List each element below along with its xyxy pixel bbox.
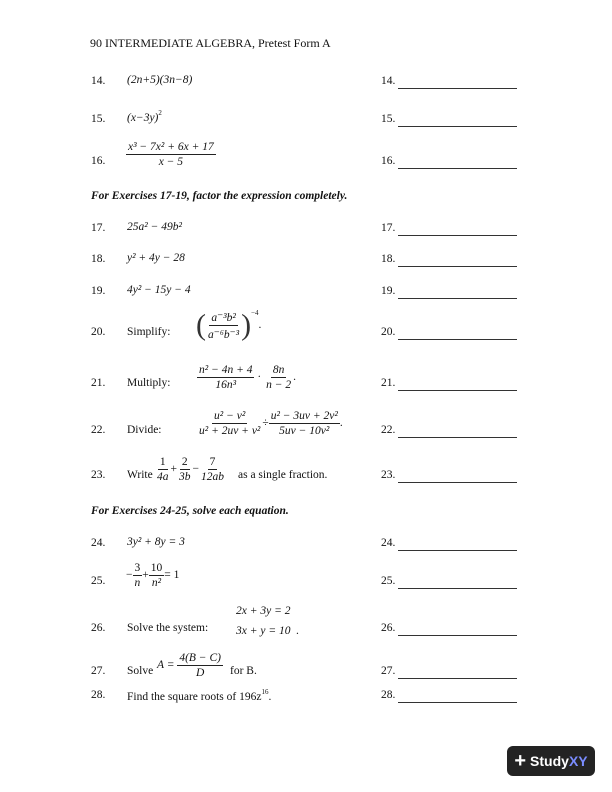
problem-number: 16.: [91, 155, 106, 167]
problem-number: 23.: [91, 469, 106, 481]
problem-number: 26.: [91, 622, 106, 634]
problem-expression: − $\frac{3}{n}$ + $\frac{10}{\text{n²}}$ = 1: [126, 562, 180, 589]
answer-number: 18.: [381, 253, 396, 265]
answer-blank[interactable]: [398, 390, 517, 391]
plus-icon: +: [514, 750, 527, 772]
studyxy-logo-badge[interactable]: [507, 746, 595, 776]
problem-number: 21.: [91, 377, 106, 389]
problem-instruction-tail: as a single fraction.: [238, 469, 328, 481]
problem-number: 17.: [91, 222, 106, 234]
problem-instruction: Solve: [127, 665, 154, 677]
answer-number: 19.: [381, 285, 396, 297]
system-equation-2: 3x + y = 10: [236, 625, 291, 637]
page-header: 90 INTERMEDIATE ALGEBRA, Pretest Form A: [90, 36, 331, 50]
badge-text: Study: [530, 753, 569, 769]
problem-instruction: Solve the system:: [127, 622, 209, 634]
answer-blank[interactable]: [398, 126, 517, 127]
problem-number: 27.: [91, 665, 106, 677]
answer-blank[interactable]: [398, 298, 517, 299]
problem-expression: $(x-3y)^2$: [127, 109, 162, 124]
answer-number: 21.: [381, 377, 396, 389]
system-equation-1: 2x + 3y = 2: [236, 605, 291, 617]
answer-blank[interactable]: [398, 437, 517, 438]
answer-blank[interactable]: [398, 88, 517, 89]
problem-instruction: Write: [127, 469, 153, 481]
problem-instruction: Divide:: [127, 424, 162, 436]
answer-blank[interactable]: [398, 168, 517, 169]
problem-number: 28.: [91, 689, 106, 701]
problem-number: 24.: [91, 537, 106, 549]
problem-tail: .: [296, 625, 299, 637]
answer-number: 22.: [381, 424, 396, 436]
section-heading: For Exercises 17-19, factor the expression completely.: [91, 190, 348, 202]
answer-blank[interactable]: [398, 482, 517, 483]
answer-blank[interactable]: [398, 635, 517, 636]
problem-number: 22.: [91, 424, 106, 436]
problem-number: 14.: [91, 75, 106, 87]
badge-accent-text: XY: [568, 753, 588, 769]
problem-expression: y² + 4y − 28: [127, 252, 185, 264]
problem-number: 20.: [91, 326, 106, 338]
problem-expression: A = $\frac{4(B - C)}{D}$: [157, 652, 221, 679]
answer-number: 25.: [381, 575, 396, 587]
problem-expression: (2n+5)(3n−8): [127, 74, 193, 86]
answer-number: 17.: [381, 222, 396, 234]
problem-expression: 4y² − 15y − 4: [127, 284, 191, 296]
problem-instruction: Multiply:: [127, 377, 171, 389]
problem-expression: ( $\frac{\text{a⁻³b²}}{\text{a⁻⁶b⁻³}}$ )$^{-4}$.: [196, 308, 262, 342]
answer-number: 28.: [381, 689, 396, 701]
problem-expression: 3y² + 8y = 3: [127, 536, 185, 548]
problem-instruction: Simplify:: [127, 326, 171, 338]
answer-number: 15.: [381, 113, 396, 125]
problem-number: 25.: [91, 575, 106, 587]
answer-number: 16.: [381, 155, 396, 167]
answer-blank[interactable]: [398, 339, 517, 340]
problem-instruction: Find the square roots of $196z^{16}$.: [127, 688, 272, 703]
problem-expression: $\frac{1}{4a}$ + $\frac{2}{3b}$ − $\frac{7}{12ab}$: [157, 456, 224, 483]
problem-number: 18.: [91, 253, 106, 265]
problem-number: 15.: [91, 113, 106, 125]
answer-blank[interactable]: [398, 235, 517, 236]
answer-blank[interactable]: [398, 266, 517, 267]
problem-expression: $\frac{\text{n² − 4n + 4}}{\text{16n³}}$ · $\frac{8n}{n - 2}$ .: [199, 364, 296, 391]
answer-number: 14.: [381, 75, 396, 87]
answer-blank[interactable]: [398, 588, 517, 589]
answer-number: 27.: [381, 665, 396, 677]
answer-blank[interactable]: [398, 702, 517, 703]
answer-number: 20.: [381, 326, 396, 338]
answer-number: 26.: [381, 622, 396, 634]
problem-instruction-tail: for B.: [230, 665, 257, 677]
problem-expression: 25a² − 49b²: [127, 221, 182, 233]
answer-number: 24.: [381, 537, 396, 549]
problem-fraction: $\frac{\text{x³ − 7x² + 6x + 17}}{x - 5}$: [128, 141, 214, 168]
section-heading: For Exercises 24-25, solve each equation.: [91, 505, 289, 517]
problem-expression: $\frac{\text{u² − v²}}{\text{u² + 2uv + v²}}$ ÷ $\frac{\text{u² − 3uv + 2v²}}{\text{5uv − 10v²}}$ .: [199, 410, 343, 437]
answer-blank[interactable]: [398, 550, 517, 551]
answer-blank[interactable]: [398, 678, 517, 679]
answer-number: 23.: [381, 469, 396, 481]
problem-number: 19.: [91, 285, 106, 297]
